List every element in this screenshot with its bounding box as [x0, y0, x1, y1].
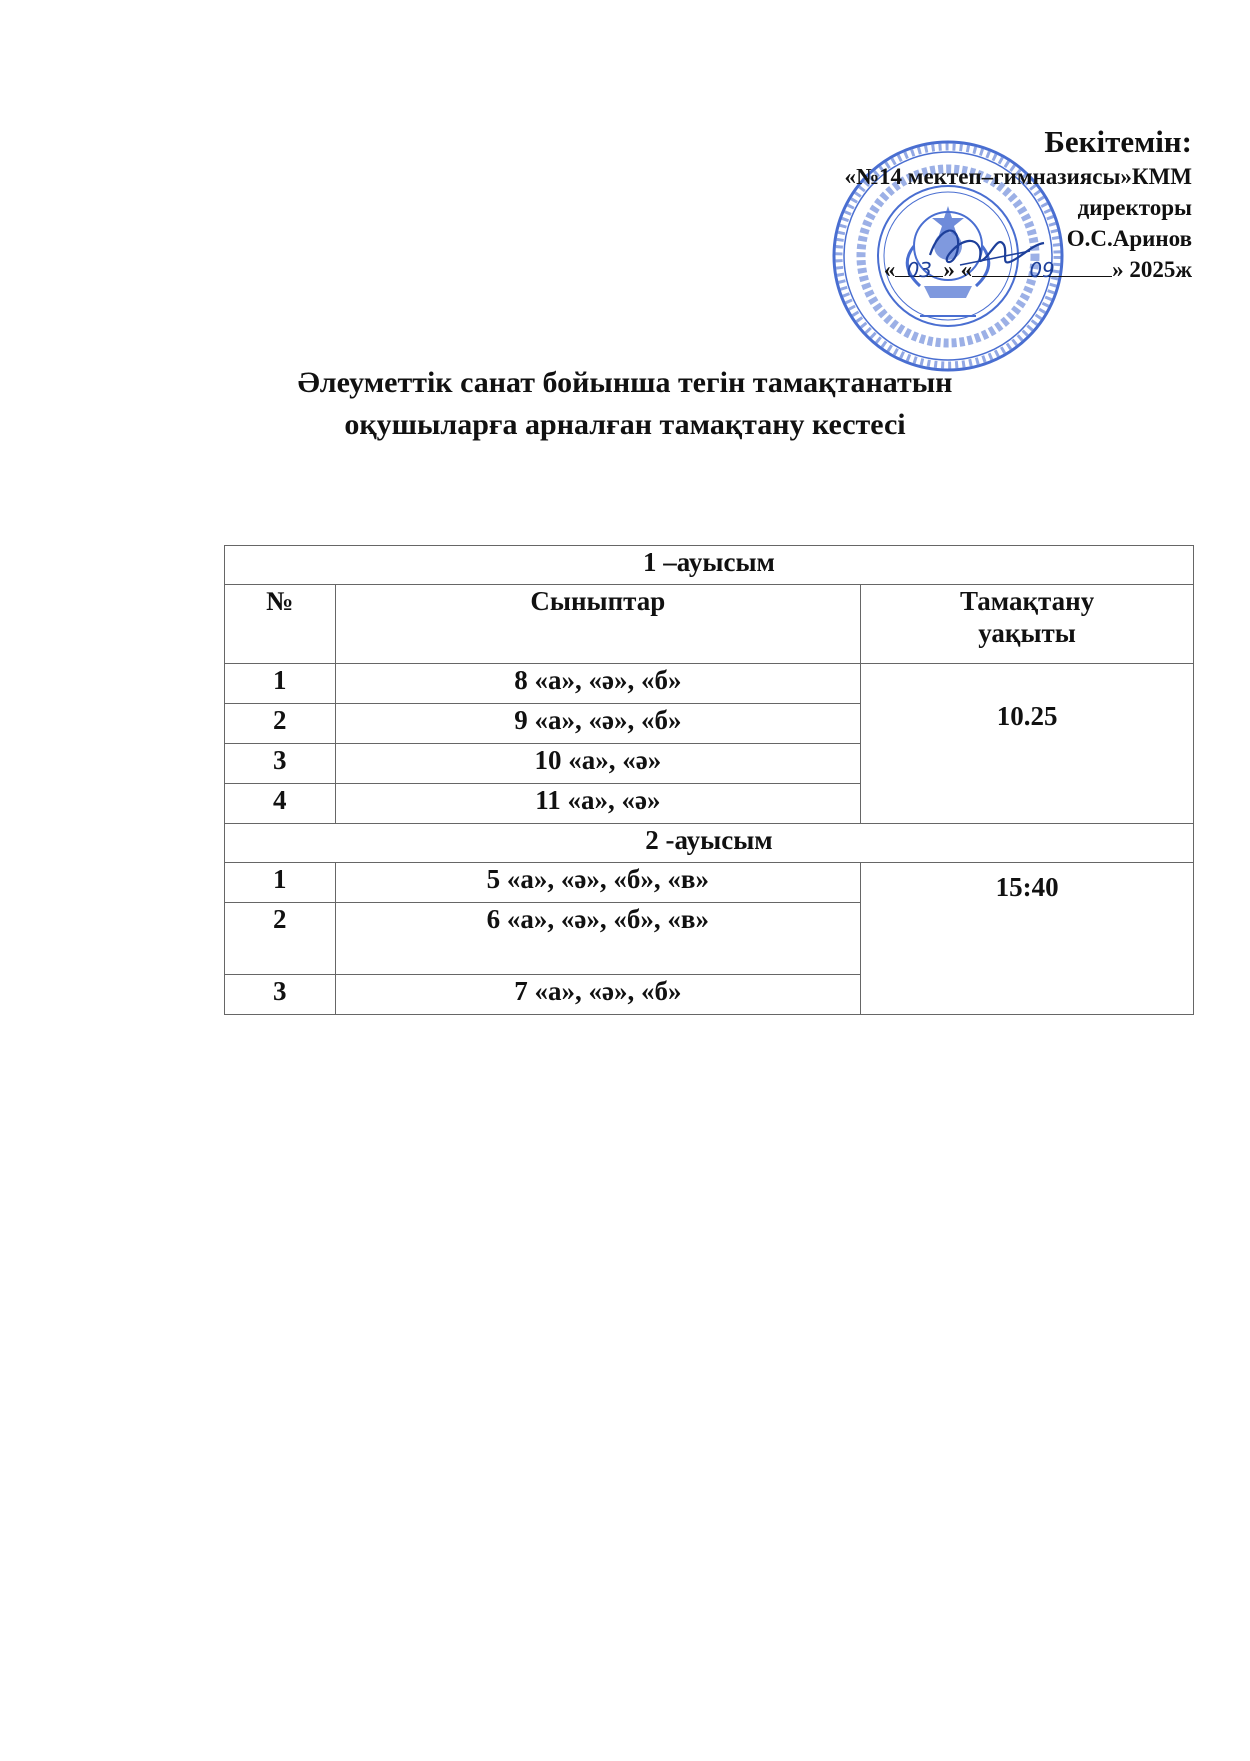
approval-date: [844, 254, 1192, 285]
table-header-row: [225, 585, 1194, 664]
row-classes: 6 «а», «ә», «б», «в»: [335, 903, 861, 975]
date-day-handwritten: 03: [906, 258, 933, 282]
shift-1-meal-time: 10.25: [861, 664, 1194, 824]
row-number: 1: [225, 863, 336, 903]
approval-organization: «№14 мектеп–гимназиясы»КММ: [844, 164, 1192, 189]
date-month-field: [972, 254, 1112, 282]
row-classes: 10 «а», «ә»: [335, 744, 861, 784]
date-mid-quote: » «: [943, 257, 973, 282]
row-classes: 9 «а», «ә», «б»: [335, 704, 861, 744]
row-number: 3: [225, 744, 336, 784]
approval-director-name: О.С.Аринов: [1066, 226, 1192, 251]
shift-2-meal-time: 15:40: [861, 863, 1194, 1015]
table-row: [225, 863, 1194, 903]
row-number: 3: [225, 975, 336, 1015]
approval-position: директоры: [1077, 195, 1192, 220]
title-line-1: Әлеуметтік санат бойынша тегін тамақтанатын: [297, 366, 953, 399]
approval-block: [844, 123, 1192, 285]
row-classes: 11 «а», «ә»: [335, 784, 861, 824]
row-classes: 7 «а», «ә», «б»: [335, 975, 861, 1015]
row-number: 1: [225, 664, 336, 704]
shift-1-row: [225, 546, 1194, 585]
header-meal-time-line2: уақыты: [978, 618, 1076, 648]
document-title: [0, 362, 1250, 446]
header-meal-time: [861, 585, 1194, 664]
table-row: [225, 664, 1194, 704]
row-number: 4: [225, 784, 336, 824]
row-number: 2: [225, 704, 336, 744]
row-classes: 5 «а», «ә», «б», «в»: [335, 863, 861, 903]
title-line-2: оқушыларға арналған тамақтану кестесі: [344, 408, 906, 441]
approval-heading: Бекітемін:: [1044, 124, 1192, 159]
date-open-quote: «: [883, 257, 896, 282]
shift-1-label: 1 –ауысым: [225, 546, 1194, 585]
shift-2-label: 2 -ауысым: [225, 824, 1194, 863]
shift-2-row: [225, 824, 1194, 863]
date-year: » 2025ж: [1112, 257, 1192, 282]
header-number: №: [225, 585, 336, 664]
date-day-field: [895, 254, 943, 282]
row-number: 2: [225, 903, 336, 975]
row-classes: 8 «а», «ә», «б»: [335, 664, 861, 704]
date-month-handwritten: 09: [1029, 258, 1055, 282]
meal-schedule-table: [224, 545, 1194, 1015]
header-meal-time-line1: Тамақтану: [959, 586, 1095, 616]
header-classes: Сыныптар: [335, 585, 861, 664]
